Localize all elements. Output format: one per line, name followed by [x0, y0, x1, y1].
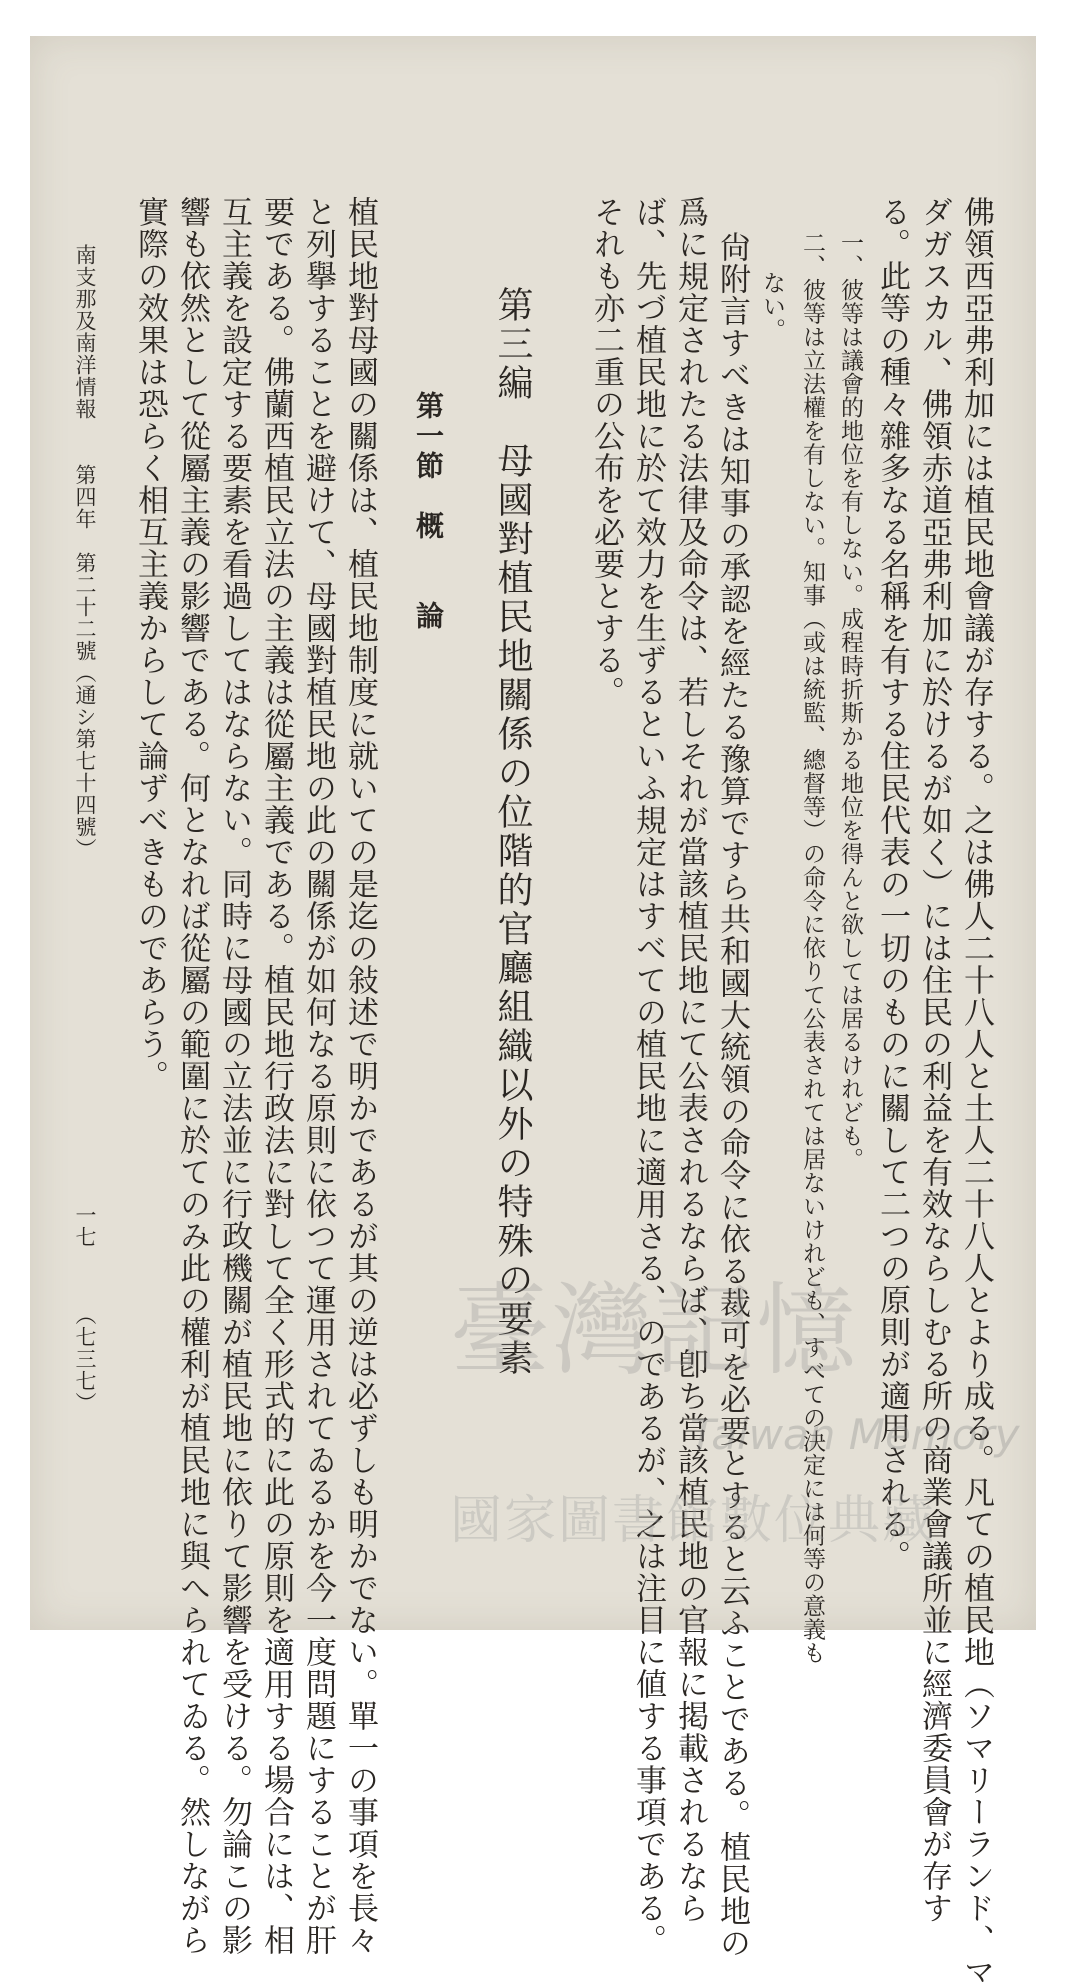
text-column-6: ない。 [759, 271, 785, 342]
watermark-institution-text: 國家圖書館數位典藏 [450, 1491, 937, 1551]
publication-footer: 南支那及南洋情報 第四年 第二十二號（通シ第七十四號） [73, 244, 97, 860]
page-number: 一七 [73, 1204, 97, 1248]
document-page [30, 36, 1036, 1988]
text-column-3: る。此等の種々雜多なる名稱を有する住民代表の一切のものに關して二つの原則が適用される。 [874, 196, 910, 1572]
page-number-total: （七三七） [73, 1304, 97, 1414]
text-column-16: 實際の效果は恐らく相互主義からして論ずべきものであらう。 [132, 196, 168, 1092]
text-column-5: 二、彼等は立法權を有しない。知事（或は統監、總督等）の命令に依りて公表されては居ないけれども、すべての決定には何等の意義も [799, 231, 825, 1665]
watermark-brush-text: 臺灣記憶 [450, 1272, 858, 1389]
text-column-14: 互主義を設定する要素を看過してはならない。同時に母國の立法並に行政機關が植民地に依りて影響を受ける。勿論この影 [216, 196, 252, 1956]
watermark-latin-text: Taiwan Memory [690, 1410, 1020, 1459]
text-column-12: と列擧することを避けて、母國對植民地の此の關係が如何なる原則に依つて運用されてゐるかを今一度問題にすることが肝 [300, 196, 336, 1956]
chapter-heading: 第三編 母國對植民地關係の位階的官廳組織以外の特殊の要素 [492, 286, 533, 1378]
text-column-10: それも亦二重の公布を必要とする。 [588, 196, 624, 708]
text-column-13: 要である。佛蘭西植民立法の主義は從屬主義である。植民地行政法に對して全く形式的に此の原則を適用する場合には、相 [258, 196, 294, 1956]
text-column-11: 植民地對母國の關係は、植民地制度に就いての是迄の敍述で明かであるが其の逆は必ずしも明かでない。單一の事項を長々 [342, 196, 378, 1956]
text-column-9: ば、先づ植民地に於て效力を生ずるといふ規定はすべての植民地に適用さる、のであるが、之は注目に値する事項である。 [630, 196, 666, 1956]
text-column-1: 佛領西亞弗利加には植民地會議が存する。之は佛人二十八人と土人二十八人とより成る。凡ての植民地（ソマリーランド、マ [958, 196, 994, 1988]
section-title: 第一節 概 論 [412, 391, 445, 631]
text-column-4: 一、彼等は議會的地位を有しない。成程時折斯かる地位を得んと欲しては居るけれども。 [837, 231, 863, 1171]
text-column-15: 響も依然として從屬主義の影響である。何となれば從屬の範圍に於てのみ此の權利が植民地に與へられてゐる。然しながら [174, 196, 210, 1956]
text-column-2: ダガスカル、佛領赤道亞弗利加に於けるが如く）には住民の利益を有效ならしむる所の商業會議所並に經濟委員會が存す [916, 196, 952, 1924]
text-column-8: 爲に規定されたる法律及命令は、若しそれが當該植民地にて公表されるならば、卽ち當該植民地の官報に掲載されるなら [672, 196, 708, 1924]
text-column-7: 尙附言すべきは知事の承認を經たる豫算ですら共和國大統領の命令に依る裁可を必要とすると云ふことである。植民地の [714, 231, 750, 1959]
